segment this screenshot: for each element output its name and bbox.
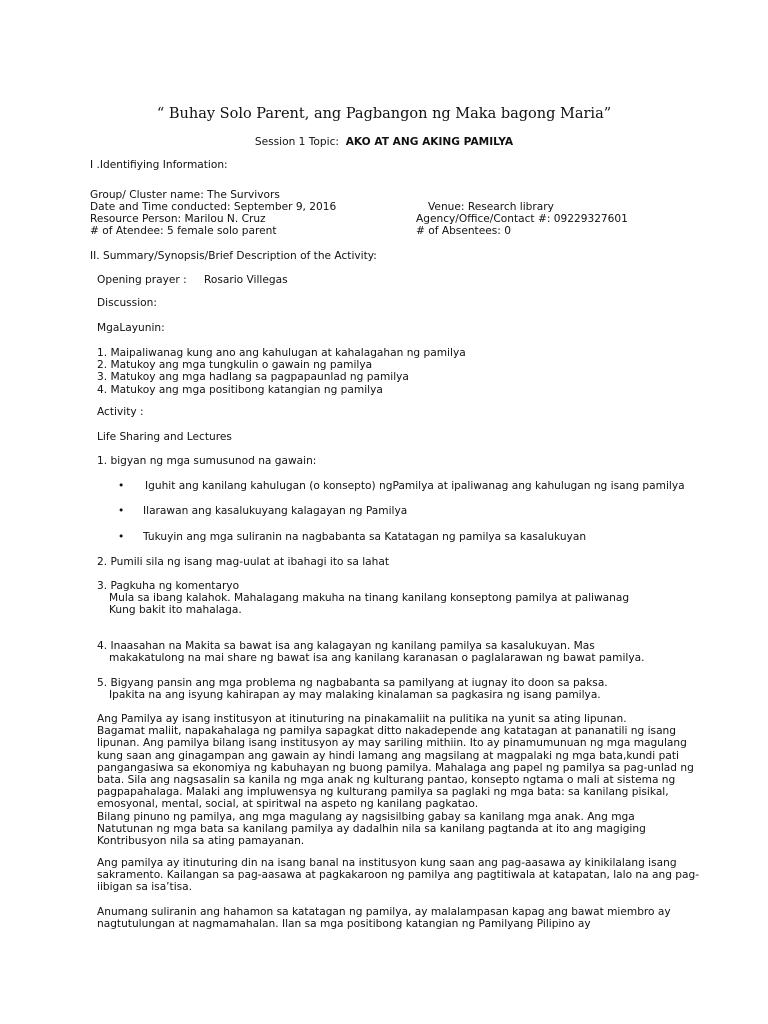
paragraph-line: kung saan ang ginagampan ang gawain ay hindi lamang ang magsilang at magpalaki ng mga bata,kundi pati bbox=[97, 749, 679, 762]
step-5-line: 5. Bigyang pansin ang mga problema ng nagbabanta sa pamilyang at iugnay ito doon sa paksa. bbox=[97, 677, 608, 689]
paragraph-2 bbox=[97, 857, 699, 894]
layunin-label: MgaLayunin: bbox=[97, 322, 165, 334]
paragraph-1 bbox=[97, 713, 694, 847]
paragraph-line: nagtutulungan at nagmamahalan. Ilan sa mga positibong katangian ng Pamilyang Pilipino ay bbox=[97, 918, 591, 931]
venue: Venue: Research library bbox=[428, 201, 554, 213]
paragraph-line: iibigan sa isa’tisa. bbox=[97, 881, 193, 894]
bullet-icon: • bbox=[118, 531, 125, 543]
paragraph-line: Natutunan ng mga bata sa kanilang pamilya ay dadalhin nila sa kanilang pagtanda at ito ang magiging bbox=[97, 822, 646, 835]
paragraph-line: Bagamat maliit, napakahalaga ng pamilya sapagkat ditto nakadepende ang katatagan at pananatili ng isang bbox=[97, 725, 676, 738]
step-3-line: Mula sa ibang kalahok. Mahalagang makuha na tinang kanilang konseptong pamilya at paliwanag bbox=[109, 592, 630, 605]
paragraph-line: Ang pamilya ay itinuturing din na isang banal na institusyon kung saan ang pag-aasawa ay kinikilalang isang bbox=[97, 857, 677, 869]
objectives-list bbox=[97, 347, 466, 396]
list-item: 3. Matukoy ang mga hadlang sa pagpapaunlad ng pamilya bbox=[97, 371, 409, 384]
step-4 bbox=[97, 640, 644, 664]
absentee-count: # of Absentees: 0 bbox=[416, 225, 511, 237]
session-topic bbox=[0, 136, 768, 148]
life-sharing-label: Life Sharing and Lectures bbox=[97, 431, 232, 443]
list-item: 1. Maipaliwanag kung ano ang kahulugan at kahalagahan ng pamilya bbox=[97, 347, 466, 359]
bullet-icon: • bbox=[118, 505, 125, 517]
opening-prayer-label: Opening prayer : bbox=[97, 274, 187, 286]
list-item: 2. Matukoy ang mga tungkulin o gawain ng pamilya bbox=[97, 359, 373, 372]
step-4-line: makakatulong na mai share ng bawat isa ang kanilang karanasan o paglalarawan ng bawat pamilya. bbox=[109, 652, 645, 665]
step-1: 1. bigyan ng mga sumusunod na gawain: bbox=[97, 455, 317, 467]
document-title: “ Buhay Solo Parent, ang Pagbangon ng Maka bagong Maria” bbox=[156, 106, 612, 122]
step-3 bbox=[97, 580, 629, 617]
agency-contact: Agency/Office/Contact #: 09229327601 bbox=[416, 213, 628, 225]
paragraph-line: bata. Sila ang nagsasalin sa kanila ng mga anak ng kulturang pantao, konsepto ngtama o mali at sistema ng bbox=[97, 774, 676, 787]
step-5 bbox=[97, 677, 608, 701]
paragraph-line: Anumang suliranin ang hahamon sa katatagan ng pamilya, ay malalampasan kapag ang bawat miembro ay bbox=[97, 906, 671, 918]
date-conducted: Date and Time conducted: September 9, 2016 bbox=[90, 201, 337, 213]
step-2: 2. Pumili sila ng isang mag-uulat at ibahagi ito sa lahat bbox=[97, 556, 390, 568]
bullet-item: Iguhit ang kanilang kahulugan (o konsepto) ngPamilya at ipaliwanag ang kahulugan ng isang pamilya bbox=[145, 480, 685, 492]
step-4-line: 4. Inaasahan na Makita sa bawat isa ang kalagayan ng kanilang pamilya sa kasalukuyan. Mas bbox=[97, 640, 595, 652]
activity-label: Activity : bbox=[97, 406, 144, 418]
bullet-icon: • bbox=[118, 480, 125, 492]
group-name: Group/ Cluster name: The Survivors bbox=[90, 189, 280, 201]
paragraph-line: pagpapahalaga. Malaki ang impluwensya ng kulturang pamilya sa paglaki ng mga bata: sa kanilang pisikal, bbox=[97, 786, 669, 799]
resource-person: Resource Person: Marilou N. Cruz bbox=[90, 213, 266, 225]
paragraph-line: lipunan. Ang pamilya bilang isang institusyon ay may sariling mithiin. Ito ay pinamumunuan ng mga magulang bbox=[97, 737, 687, 750]
paragraph-line: Bilang pinuno ng pamilya, ang mga magulang ay nagsisilbing gabay sa kanilang mga anak. Ang mga bbox=[97, 810, 635, 823]
attendee-count: # of Atendee: 5 female solo parent bbox=[90, 225, 277, 237]
paragraph-3 bbox=[97, 906, 671, 930]
paragraph-line: emosyonal, mental, social, at spiritwal na aspeto ng kanilang pagkatao. bbox=[97, 798, 479, 811]
bullet-item: Tukuyin ang mga suliranin na nagbabanta sa Katatagan ng pamilya sa kasalukuyan bbox=[143, 531, 587, 543]
paragraph-line: sakramento. Kailangan sa pag-aasawa at pagkakaroon ng pamilya ang pagtitiwala at katapatan, lalo na ang pag- bbox=[97, 869, 700, 882]
list-item: 4. Matukoy ang mga positibong katangian ng pamilya bbox=[97, 383, 383, 396]
section1-heading: I .Identifiying Information: bbox=[90, 159, 228, 171]
step-3-line: Kung bakit ito mahalaga. bbox=[109, 604, 242, 617]
session-topic-title: AKO AT ANG AKING PAMILYA bbox=[345, 136, 514, 148]
section2-heading: II. Summary/Synopsis/Brief Description of the Activity: bbox=[90, 250, 377, 262]
opening-prayer-name: Rosario Villegas bbox=[204, 274, 288, 286]
discussion-label: Discussion: bbox=[97, 297, 157, 309]
paragraph-line: Kontribusyon nila sa ating pamayanan. bbox=[97, 835, 305, 848]
session-label: Session 1 Topic: bbox=[254, 136, 339, 148]
bullet-item: Ilarawan ang kasalukuyang kalagayan ng Pamilya bbox=[143, 505, 408, 517]
step-5-line: Ipakita na ang isyung kahirapan ay may malaking kinalaman sa pagkasira ng isang pamilya. bbox=[109, 689, 601, 702]
paragraph-line: Ang Pamilya ay isang institusyon at itinuturing na pinakamaliit na pulitika na yunit sa ating lipunan. bbox=[97, 713, 627, 725]
paragraph-line: pangangasiwa sa ekonomiya ng kabuhayan ng buong pamilya. Mahalaga ang papel ng pamilya sa pag-unlad ng bbox=[97, 761, 694, 774]
step-3-heading: 3. Pagkuha ng komentaryo bbox=[97, 580, 240, 592]
